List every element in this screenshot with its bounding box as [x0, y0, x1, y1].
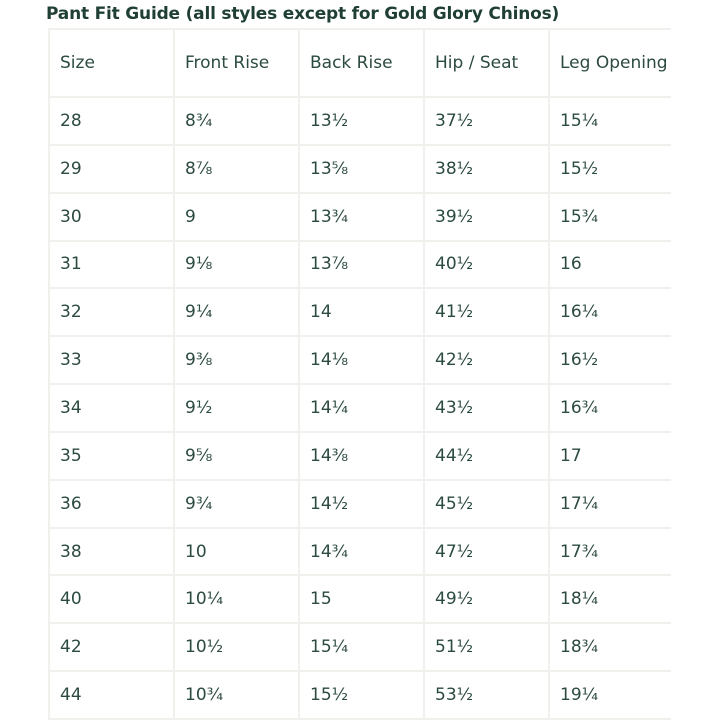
hip-seat-cell: 44½ [425, 433, 548, 479]
front-rise-cell: 9¼ [175, 289, 298, 335]
size-cell: 33 [50, 337, 173, 383]
hip-seat-cell: 40½ [425, 242, 548, 288]
back-rise-cell: 13¾ [300, 194, 423, 240]
leg-opening-cell: 17¾ [550, 529, 673, 575]
size-cell: 40 [50, 576, 173, 622]
hip-seat-cell: 42½ [425, 337, 548, 383]
size-cell: 38 [50, 529, 173, 575]
front-rise-cell: 10¼ [175, 576, 298, 622]
back-rise-cell: 13⅞ [300, 242, 423, 288]
front-rise-cell: 9⅜ [175, 337, 298, 383]
table-row [50, 337, 673, 383]
page-title: Pant Fit Guide (all styles except for Gold Glory Chinos) [46, 4, 560, 24]
size-cell: 31 [50, 242, 173, 288]
leg-opening-cell: 16 [550, 242, 673, 288]
front-rise-cell: 10½ [175, 624, 298, 670]
size-cell: 30 [50, 194, 173, 240]
back-rise-cell: 14¼ [300, 385, 423, 431]
front-rise-cell: 10 [175, 529, 298, 575]
table-row [50, 672, 673, 718]
fit-guide-table-container [48, 28, 671, 720]
size-cell: 42 [50, 624, 173, 670]
table-row [50, 194, 673, 240]
table-row [50, 385, 673, 431]
back-rise-cell: 13½ [300, 98, 423, 144]
hip-seat-cell: 43½ [425, 385, 548, 431]
hip-seat-cell: 49½ [425, 576, 548, 622]
size-cell: 32 [50, 289, 173, 335]
size-cell: 44 [50, 672, 173, 718]
size-cell: 34 [50, 385, 173, 431]
size-cell: 36 [50, 481, 173, 527]
back-rise-cell: 14⅛ [300, 337, 423, 383]
leg-opening-cell: 19¼ [550, 672, 673, 718]
size-cell: 35 [50, 433, 173, 479]
back-rise-cell: 15 [300, 576, 423, 622]
leg-opening-cell: 15½ [550, 146, 673, 192]
back-rise-cell: 14¾ [300, 529, 423, 575]
hip-seat-cell: 39½ [425, 194, 548, 240]
table-row [50, 242, 673, 288]
front-rise-cell: 9⅝ [175, 433, 298, 479]
table-row [50, 146, 673, 192]
column-header-size: Size [50, 30, 173, 96]
leg-opening-cell: 17 [550, 433, 673, 479]
front-rise-cell: 9¾ [175, 481, 298, 527]
leg-opening-cell: 16¾ [550, 385, 673, 431]
leg-opening-cell: 15¾ [550, 194, 673, 240]
column-header-back-rise: Back Rise [300, 30, 423, 96]
hip-seat-cell: 51½ [425, 624, 548, 670]
table-row [50, 576, 673, 622]
leg-opening-cell: 15¼ [550, 98, 673, 144]
leg-opening-cell: 16½ [550, 337, 673, 383]
leg-opening-cell: 17¼ [550, 481, 673, 527]
leg-opening-cell: 18¾ [550, 624, 673, 670]
size-cell: 29 [50, 146, 173, 192]
hip-seat-cell: 47½ [425, 529, 548, 575]
hip-seat-cell: 45½ [425, 481, 548, 527]
front-rise-cell: 9⅛ [175, 242, 298, 288]
back-rise-cell: 14 [300, 289, 423, 335]
column-header-front-rise: Front Rise [175, 30, 298, 96]
back-rise-cell: 13⅝ [300, 146, 423, 192]
table-row [50, 433, 673, 479]
fit-guide-table [48, 28, 675, 720]
hip-seat-cell: 38½ [425, 146, 548, 192]
hip-seat-cell: 37½ [425, 98, 548, 144]
table-header-row [50, 30, 673, 96]
table-body [50, 98, 673, 718]
hip-seat-cell: 53½ [425, 672, 548, 718]
leg-opening-cell: 16¼ [550, 289, 673, 335]
hip-seat-cell: 41½ [425, 289, 548, 335]
back-rise-cell: 14⅜ [300, 433, 423, 479]
column-header-hip-seat: Hip / Seat [425, 30, 548, 96]
column-header-leg-opening: Leg Opening [550, 30, 673, 96]
front-rise-cell: 9 [175, 194, 298, 240]
table-row [50, 624, 673, 670]
leg-opening-cell: 18¼ [550, 576, 673, 622]
front-rise-cell: 9½ [175, 385, 298, 431]
front-rise-cell: 8⅞ [175, 146, 298, 192]
back-rise-cell: 15¼ [300, 624, 423, 670]
front-rise-cell: 8¾ [175, 98, 298, 144]
size-cell: 28 [50, 98, 173, 144]
table-row [50, 98, 673, 144]
table-row [50, 289, 673, 335]
back-rise-cell: 14½ [300, 481, 423, 527]
front-rise-cell: 10¾ [175, 672, 298, 718]
back-rise-cell: 15½ [300, 672, 423, 718]
table-row [50, 529, 673, 575]
table-row [50, 481, 673, 527]
